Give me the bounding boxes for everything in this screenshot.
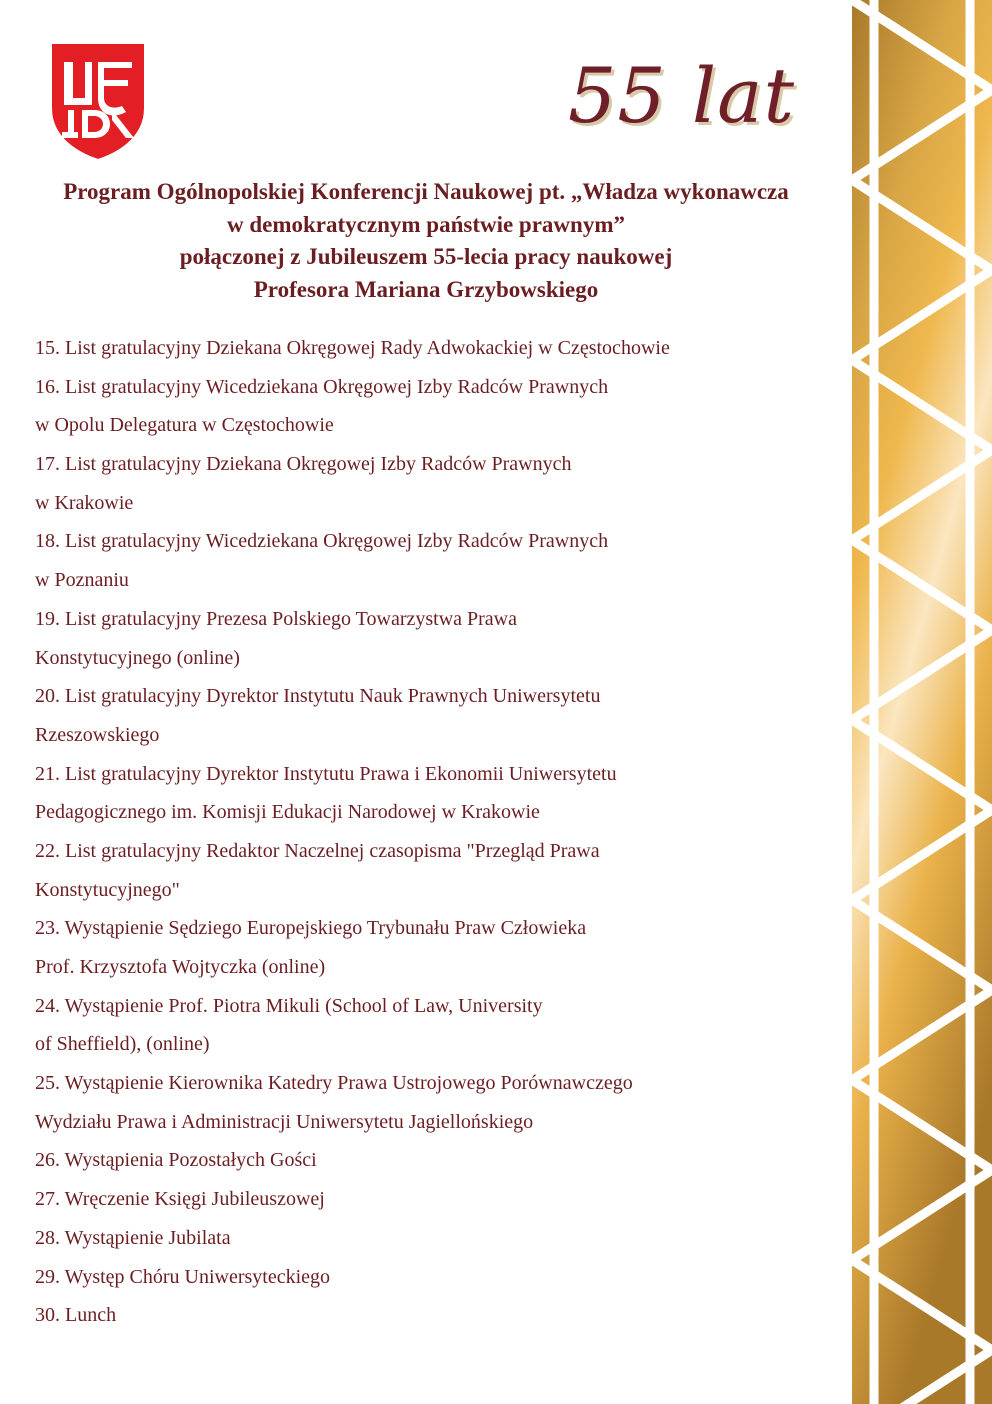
jubilee-title: 55 lat — [568, 51, 796, 140]
agenda-item-continuation: w Opolu Delegatura w Częstochowie — [35, 414, 334, 437]
heading-line: w demokratycznym państwie prawnym” — [226, 211, 625, 237]
agenda-item-continuation: Konstytucyjnego (online) — [35, 646, 240, 669]
agenda-list — [35, 329, 835, 1335]
agenda-item: 28. Wystąpienie Jubilata — [35, 1226, 231, 1249]
agenda-item: 22. List gratulacyjny Redaktor Naczelnej czasopisma "Przegląd Prawa — [35, 839, 600, 862]
agenda-item: 20. List gratulacyjny Dyrektor Instytutu Nauk Prawnych Uniwersytetu — [35, 685, 601, 708]
agenda-item-continuation: Prof. Krzysztofa Wojtyczka (online) — [35, 956, 326, 978]
agenda-item: 18. List gratulacyjny Wicedziekana Okręgowej Izby Radców Prawnych — [35, 530, 609, 553]
agenda-item: 23. Wystąpienie Sędziego Europejskiego Trybunału Praw Człowieka — [35, 917, 587, 940]
agenda-item: 21. List gratulacyjny Dyrektor Instytutu Prawa i Ekonomii Uniwersytetu — [35, 762, 617, 785]
program-heading — [0, 176, 852, 306]
agenda-item: 26. Wystąpienia Pozostałych Gości — [35, 1149, 317, 1172]
agenda-item: 29. Występ Chóru Uniwersyteckiego — [35, 1265, 331, 1288]
agenda-item: 25. Wystąpienie Kierownika Katedry Prawa Ustrojowego Porównawczego — [35, 1072, 633, 1095]
agenda-item-continuation: Wydziału Prawa i Administracji Uniwersytetu Jagiellońskiego — [35, 1110, 534, 1133]
heading-line: Profesora Mariana Grzybowskiego — [253, 276, 599, 302]
heading-line: połączonej z Jubileuszem 55-lecia pracy naukowej — [179, 244, 673, 269]
gold-lattice-decoration — [852, 0, 992, 1404]
agenda-item-continuation: Rzeszowskiego — [35, 723, 160, 746]
agenda-item: 19. List gratulacyjny Prezesa Polskiego Towarzystwa Prawa — [35, 607, 518, 630]
agenda-item: 30. Lunch — [35, 1304, 117, 1327]
agenda-item-continuation: w Poznaniu — [35, 569, 129, 592]
agenda-item: 15. List gratulacyjny Dziekana Okręgowej Rady Adwokackiej w Częstochowie — [35, 337, 670, 359]
agenda-item-continuation: Konstytucyjnego" — [35, 878, 180, 901]
ujd-logo — [48, 40, 148, 162]
agenda-item-continuation: Pedagogicznego im. Komisji Edukacji Narodowej w Krakowie — [35, 801, 540, 824]
agenda-item: 17. List gratulacyjny Dziekana Okręgowej Izby Radców Prawnych — [35, 453, 572, 476]
heading-line: Program Ogólnopolskiej Konferencji Naukowej pt. „Władza wykonawcza — [63, 179, 789, 204]
agenda-item-continuation: of Sheffield), (online) — [35, 1033, 210, 1056]
agenda-item: 16. List gratulacyjny Wicedziekana Okręgowej Izby Radców Prawnych — [35, 375, 609, 398]
agenda-item: 27. Wręczenie Księgi Jubileuszowej — [35, 1188, 325, 1211]
agenda-item: 24. Wystąpienie Prof. Piotra Mikuli (School of Law, University — [35, 994, 543, 1017]
agenda-item-continuation: w Krakowie — [35, 491, 134, 514]
